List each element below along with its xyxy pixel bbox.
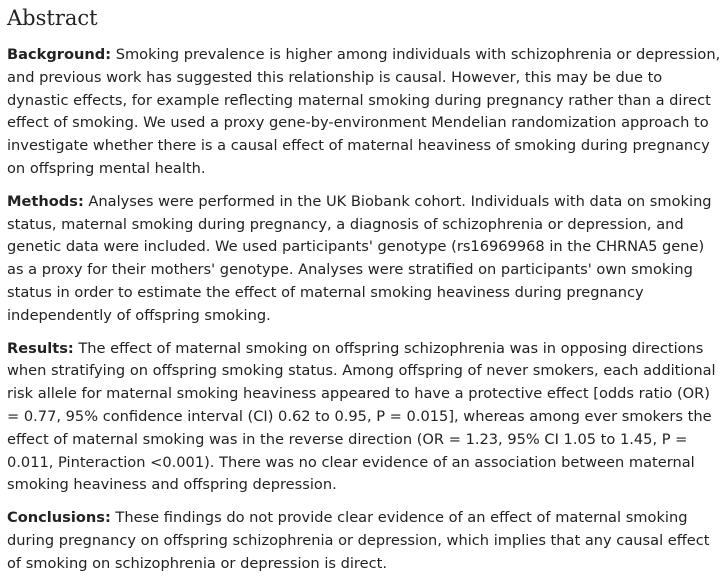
- abstract-heading: Abstract: [7, 6, 98, 30]
- methods-label: Methods:: [7, 192, 84, 210]
- methods-paragraph: [7, 191, 721, 328]
- results-label: Results:: [7, 339, 74, 357]
- background-paragraph: [7, 44, 721, 181]
- conclusions-text: These findings do not provide clear evidence of an effect of maternal smoking during pregnancy on offspring schizophrenia or depression, which implies that any causal effect of smoking on schizophrenia or depression is direct.: [7, 509, 710, 572]
- methods-text: Analyses were performed in the UK Biobank cohort. Individuals with data on smoking status, maternal smoking during pregnancy, a diagnosis of schizophrenia or depression, and genetic data were included. We used participants' genotype (rs16969968 in the CHRNA5 gene) as a proxy for their mothers' genotype. Analyses were stratified on participants' own smoking status in order to estimate the effect of maternal smoking heaviness during pregnancy independently of offspring smoking.: [7, 192, 712, 324]
- background-text: Smoking prevalence is higher among individuals with schizophrenia or depression, and previous work has suggested this relationship is causal. However, this may be due to dynastic effects, for example reflecting maternal smoking during pregnancy rather than a direct effect of smoking. We used a proxy gene-by-environment Mendelian randomization approach to investigate whether there is a causal effect of maternal heaviness of smoking during pregnancy on offspring mental health.: [7, 46, 721, 177]
- conclusions-label: Conclusions:: [7, 509, 111, 527]
- results-paragraph: [7, 338, 721, 498]
- conclusions-paragraph: [7, 507, 721, 575]
- results-text: The effect of maternal smoking on offspring schizophrenia was in opposing directions when stratifying on offspring smoking status. Among offspring of never smokers, each additional risk allele for maternal smoking heaviness appeared to have a protective effect [odds ratio (OR) = 0.77, 95% confidence interval (CI) 0.62 to 0.95, P = 0.015], whereas among ever smokers the effect of maternal smoking was in the reverse direction (OR = 1.23, 95% CI 1.05 to 1.45, P = 0.011, Pinteraction <0.001). There was no clear evidence of an association between maternal smoking heaviness and offspring depression.: [7, 339, 716, 494]
- background-label: Background:: [7, 46, 112, 63]
- abstract-section: [7, 0, 721, 586]
